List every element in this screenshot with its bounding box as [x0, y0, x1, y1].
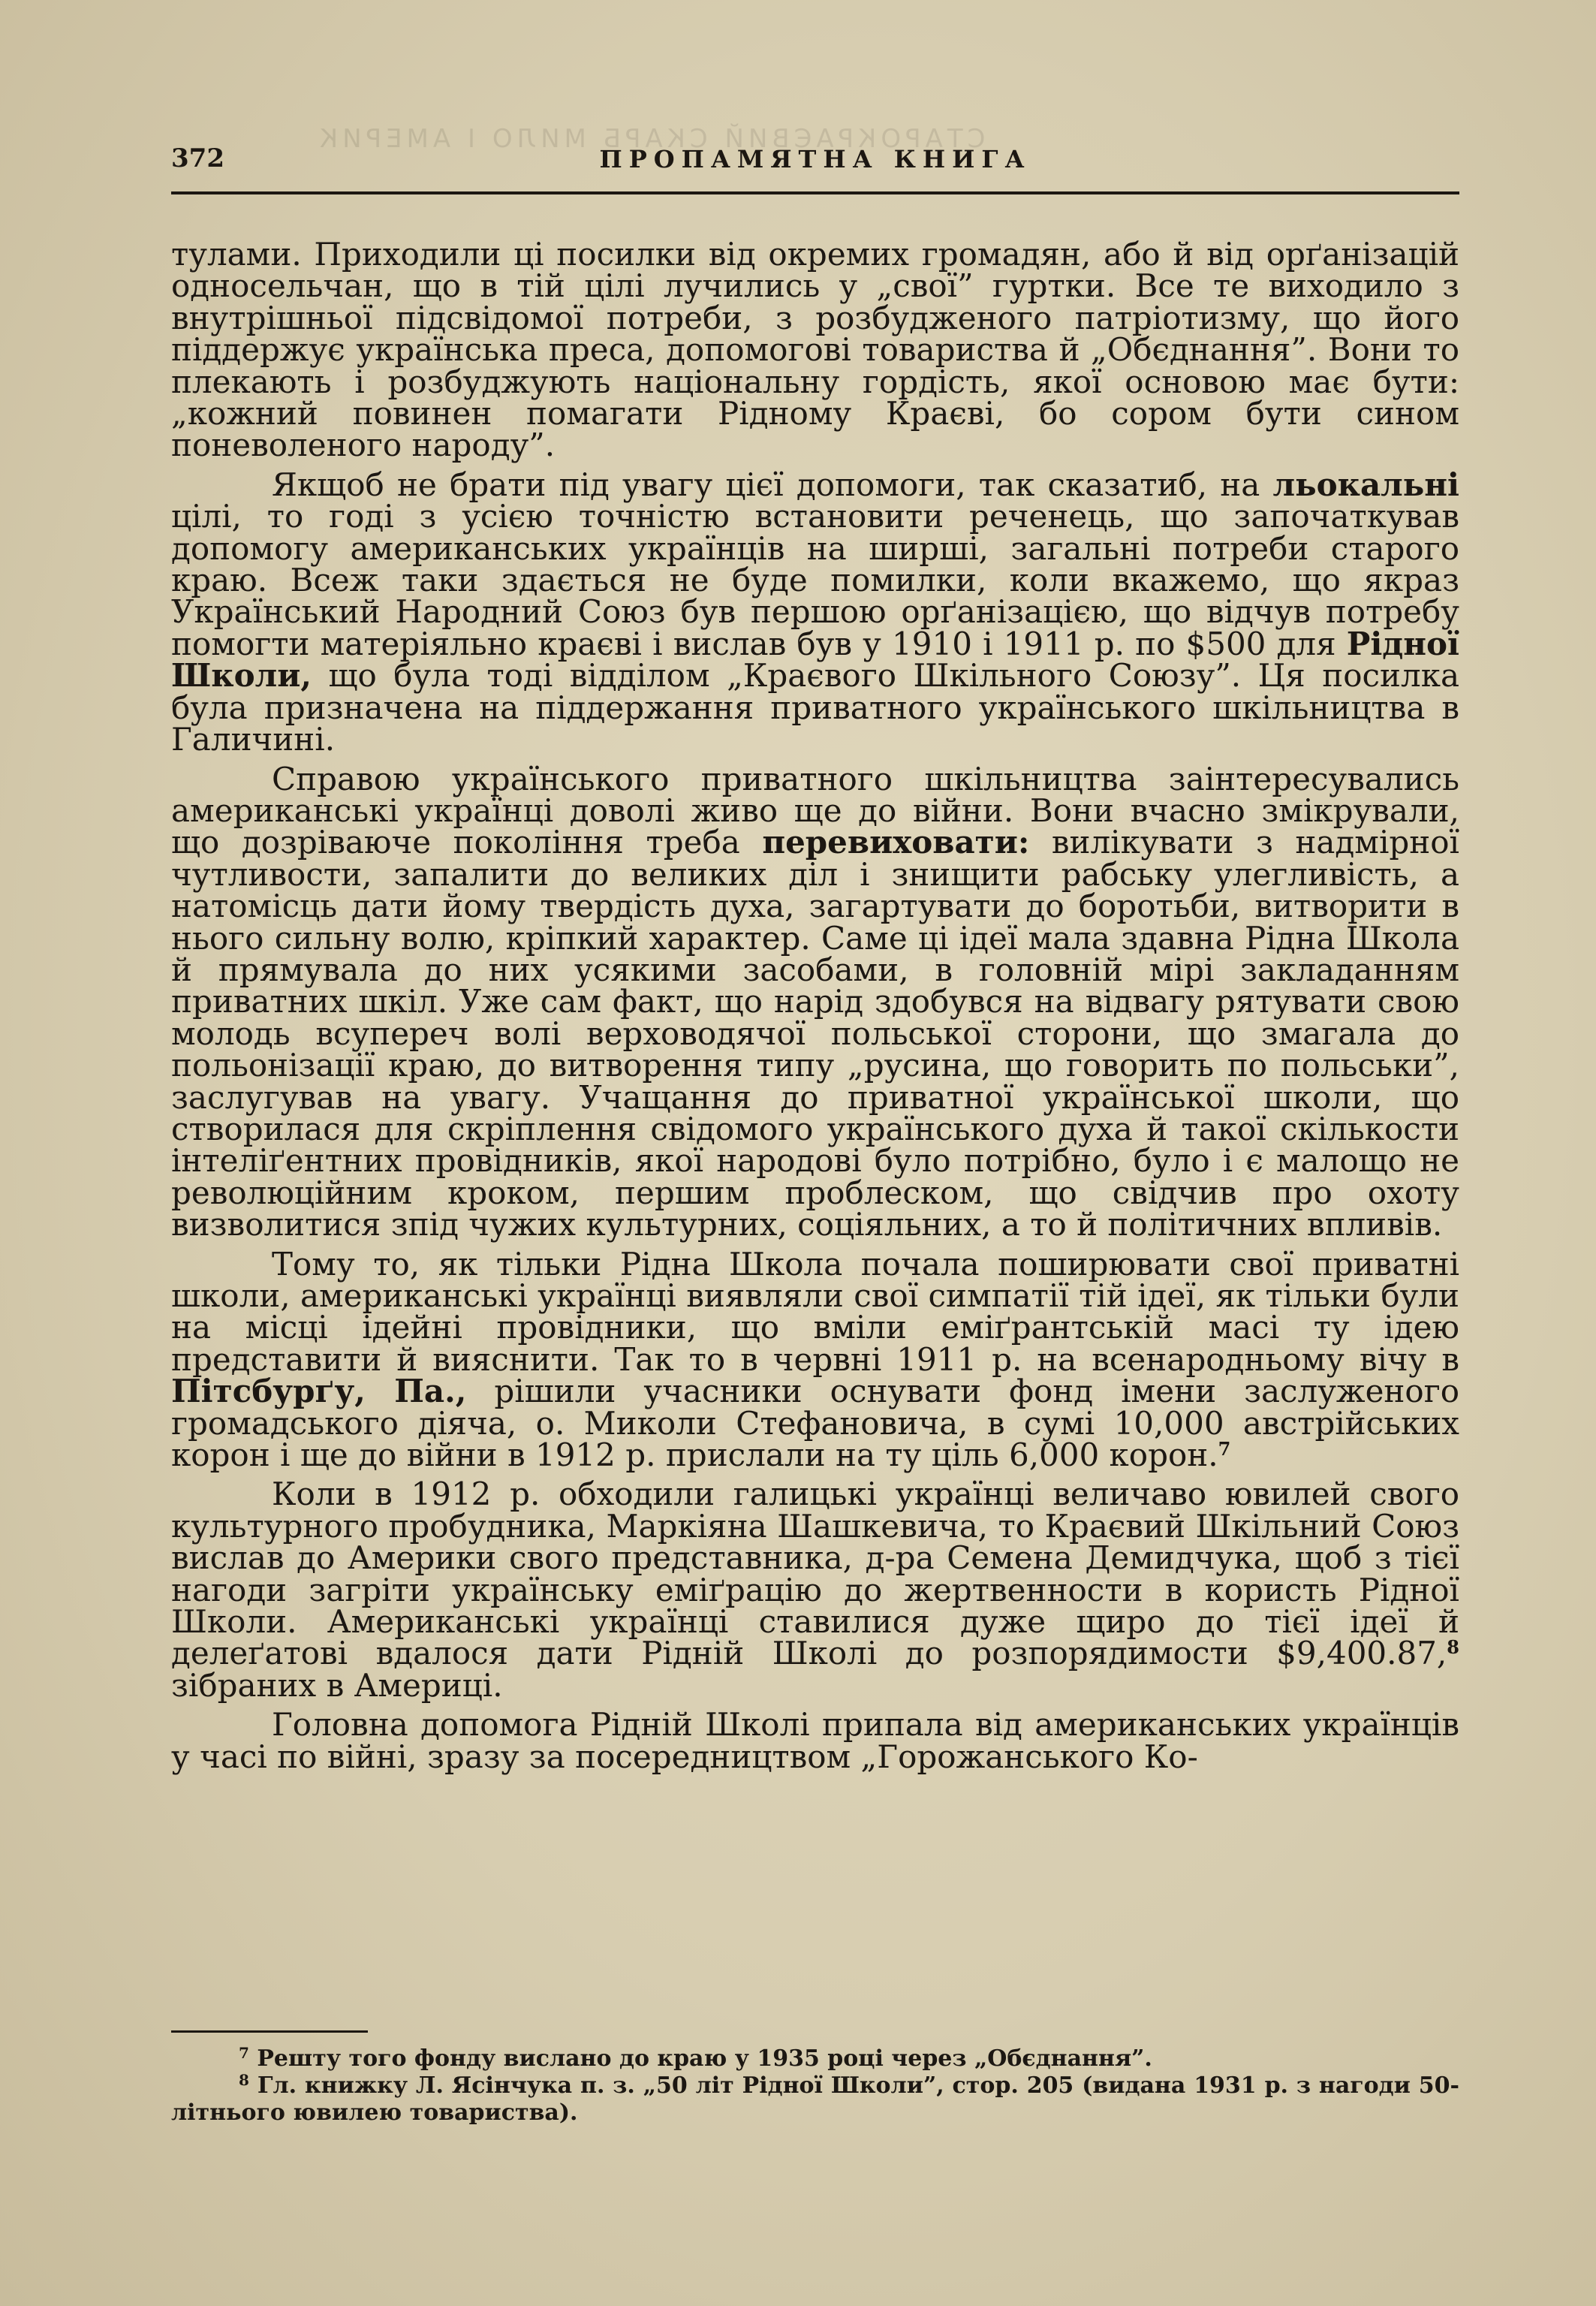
footnote-ref-8: 8 — [1447, 1636, 1459, 1659]
p3-part-b: вилікувати з надмірної чутливости, запалити до великих діл і знищити рабську улегливість, а натомісць дати йому твердість духа, загартувати до боротьби, витворити в нього сильну волю, кріпкий характер. Саме ці ідеї мала здавна Рідна Школа й прямувала до них усякими засобами, в головній мірі закладанням приватних шкіл. Уже сам факт, що нарід здобувся на відвагу рятувати свою молодь всупереч волі верховодячої польської сторони, що змагала до польонізації краю, до витворення типу „русина, що говорить по польськи”, заслугував на увагу. Учащання до приватної української школи, що створилася для скріплення свідомого українського духа й такої скількости інтеліґентних провідників, якої народові було потрібно, було і є малощо не революційним кроком, першим проблеском, що свідчив про охоту визволитися зпід чужих культурних, соціяльних, а то й політичних впливів. — [171, 824, 1459, 1243]
paragraph-1: тулами. Приходили ці посилки від окремих громадян, або й від орґанізацій односельчан, що в тій цілі лучились у „свої” гуртки. Все те виходило з внутрішньої підсвідомої потреби, з розбудженого патріотизму, що його піддержує українська преса, допомогові товариства й „Обєднання”. Вони то плекають і розбуджують національну гордість, якої основою має бути: „кожний повинен помагати Рідному Краєві, бо сором бути сином поневоленого народу”. — [171, 236, 1459, 464]
p5-tail: зібраних в Америці. — [171, 1666, 503, 1704]
p4-part-b: рішили учасники оснувати фонд імени заслуженого громадського діяча, о. Миколи Стефановича, в сумі 10,000 австрійських корон і ще до війни в 1912 р. прислали на ту ціль 6,000 корон. — [171, 1373, 1459, 1474]
p2-part-b: цілі, то годі з усією точністю встановити реченець, що започаткував допомогу американських українців на ширші, загальні потреби старого краю. Всеж таки здається не буде помилки, коли вкажемо, що якраз Український Народний Союз був першою орґанізацією, що відчув потребу помогти матеріяльно краєві і вислав був у 1910 і 1911 р. по $500 для — [171, 498, 1459, 662]
p3-part-a: Справою українського приватного шкільництва заінтересувались американські українці доволі живо ще до війни. Вони вчасно змікрували, що дозріваюче покоління треба — [171, 760, 1459, 861]
paragraph-2 — [171, 466, 1459, 758]
footnote-7: $^7$ Решту того фонду вислано до краю у 1935 році через „Обєднання”. — [239, 2044, 1152, 2072]
p2-part-a: Якщоб не брати під увагу цієї допомоги, так сказатиб, на — [272, 466, 1273, 503]
page-header — [171, 139, 1459, 194]
footnote-divider — [171, 2030, 368, 2033]
p4-bold-pittsburgh: Пітсбурґу, Па., — [171, 1373, 467, 1410]
paragraph-4 — [171, 1245, 1459, 1474]
paragraph-3 — [171, 760, 1459, 1243]
footnote-8: $^8$ Гл. книжку Л. Ясінчука п. з. „50 літ Рідної Школи”, стор. 205 (видана 1931 р. з нагоди 50-літнього ювилею товариства). — [171, 2071, 1459, 2126]
paragraph-5: Коли в 1912 р. обходили галицькі українці величаво ювилей свого культурного пробудника, Маркіяна Шашкевича, то Краєвий Шкільний Союз вислав до Америки свого представника, д-ра Семена Демидчука, щоб з тієї нагоди загріти українську еміґрацію до жертвенности в користь Рідної Школи. Американські українці ставилися дуже щиро до тієї ідеї й делеґатові вдалося дати Рідній Школі до розпорядимости $9,400.87,$^8$ зібраних в Америці. — [171, 1476, 1459, 1704]
p4-part-a: Тому то, як тільки Рідна Школа почала поширювати свої приватні школи, американські українці виявляли свої симпатії тій ідеї, як тільки були на місці ідейні провідники, що вміли еміґрантській масі ту ідею представити й вияснити. Так то в червні 1911 р. на всенародньому вічу в — [171, 1245, 1459, 1378]
page-number: 372 — [171, 143, 224, 173]
footnotes — [171, 2045, 1459, 2127]
p3-bold-perevykhovaty: перевиховати: — [762, 824, 1030, 861]
p2-part-c: що була тоді відділом „Краєвого Шкільного Союзу”. Ця посилка була призначена на піддержання приватного українського шкільництва в Галичині. — [171, 657, 1459, 758]
body-text — [171, 236, 1459, 1780]
p2-bold-ridna-shkola: Рідної Школи, — [171, 625, 1459, 695]
running-title: ПРОПАМЯТНА КНИГА — [599, 145, 1031, 173]
bleed-through-text: СТАРОКРАЄВИЙ СКАРБ МИЛО І АМЕРИК — [315, 124, 986, 154]
p2-bold-lokalni: льокальні — [1272, 466, 1459, 503]
footnote-ref-7: 7 — [1218, 1438, 1231, 1460]
paragraph-6: Головна допомога Рідній Школі припала від американських українців у часі по війні, зразу за посередництвом „Горожанського Ко- — [171, 1706, 1459, 1775]
